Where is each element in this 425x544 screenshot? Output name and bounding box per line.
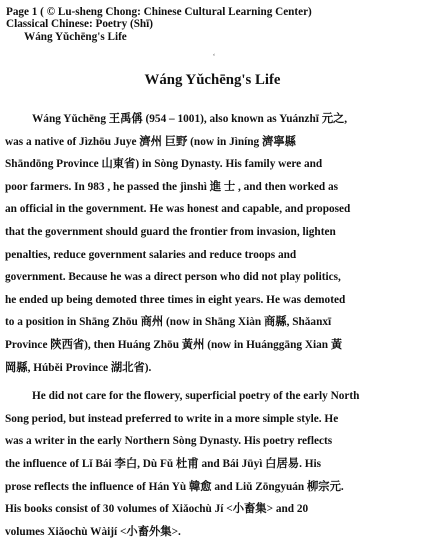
- text-line: was a writer in the early Northern Sòng Dynasty. His poetry reflects: [5, 435, 333, 448]
- paragraph-biography: [5, 108, 419, 379]
- text-line: He did not care for the flowery, superficial poetry of the early North: [32, 390, 360, 403]
- page-header: [6, 6, 312, 43]
- paragraph-style: [5, 385, 419, 543]
- header-source-line: Page 1 ( © Lu-sheng Chong: Chinese Cultural Learning Center): [6, 6, 312, 18]
- text-line: volumes Xiǎochù Wàijí <小畜外集>.: [5, 525, 181, 538]
- text-line: to a position in Shāng Zhōu 商州 (now in Shāng Xiàn 商縣, Shǎanxī: [5, 316, 332, 329]
- scan-speck: ‘: [213, 54, 215, 60]
- text-line: he ended up being demoted three times in eight years. He was demoted: [5, 293, 346, 306]
- text-line: penalties, reduce government salaries and reduce troops and: [5, 248, 297, 261]
- text-line: Shāndōng Province 山東省) in Sòng Dynasty. His family were and: [5, 158, 323, 171]
- text-line: that the government should guard the frontier from invasion, lighten: [5, 225, 336, 238]
- text-line: Wáng Yǔchēng 王禹偁 (954 – 1001), also known as Yuánzhī 元之,: [32, 113, 348, 125]
- text-line: an official in the government. He was honest and capable, and proposed: [5, 203, 351, 216]
- text-line: the influence of Lǐ Bái 李白, Dù Fǔ 杜甫 and Bái Jūyì 白居易. His: [5, 457, 322, 470]
- text-line: poor farmers. In 983 , he passed the jìnshì 進 士 , and then worked as: [5, 180, 339, 193]
- text-line: His books consist of 30 volumes of Xiǎochù Jí <小畜集> and 20: [5, 503, 309, 516]
- text-line: was a native of Jìzhōu Juye 濟州 巨野 (now in Jìníng 濟寧縣: [5, 135, 296, 148]
- document-body: [5, 108, 419, 543]
- text-line: Province 陝西省), then Huáng Zhōu 黃州 (now in Huánggāng Xian 黃: [5, 338, 343, 351]
- text-line: government. Because he was a direct person who did not play politics,: [5, 271, 341, 284]
- text-line: Song period, but instead preferred to write in a more simple style. He: [5, 412, 339, 425]
- page-title: Wáng Yǔchēng's Life: [144, 72, 281, 88]
- text-line: 岡縣, Húběi Province 湖北省).: [5, 361, 152, 374]
- header-course-line: Classical Chinese: Poetry (Shī): [6, 18, 153, 31]
- text-line: prose reflects the influence of Hán Yù 韓愈 and Liǔ Zōngyuán 柳宗元.: [5, 480, 344, 493]
- header-topic-line: Wáng Yǔchēng's Life: [24, 30, 127, 43]
